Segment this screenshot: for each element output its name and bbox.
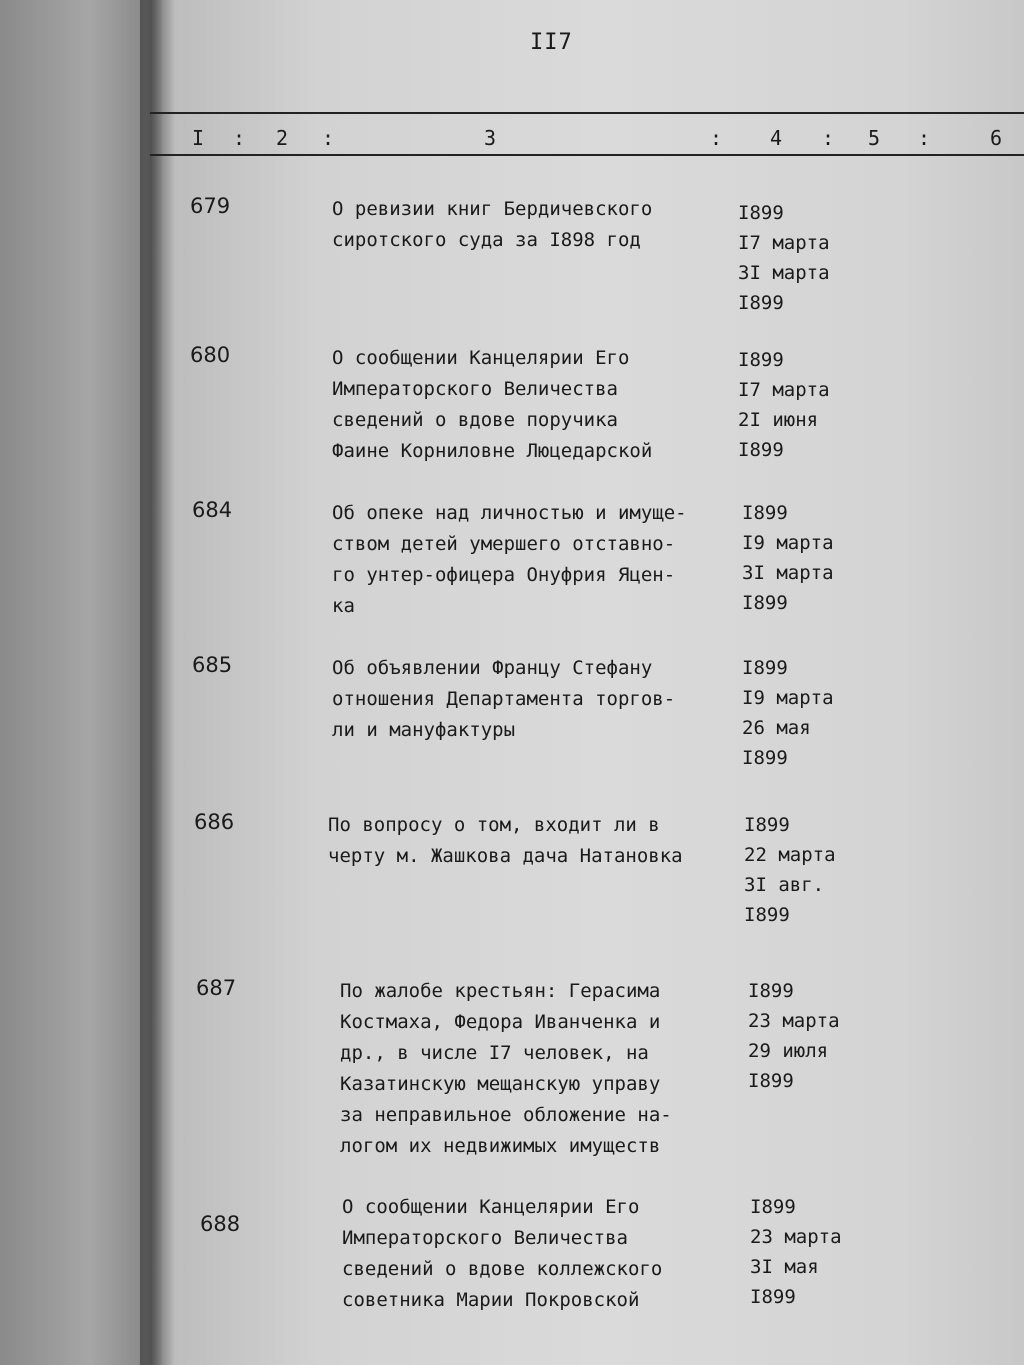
- column-header-5: 5: [868, 126, 881, 150]
- entry-date-line: 2I июня: [738, 409, 819, 431]
- entry-title-line: отношения Департамента торгов-: [332, 688, 676, 710]
- header-rule-top: [150, 112, 1024, 114]
- column-separator: :: [233, 126, 246, 150]
- entry-title: [342, 1192, 762, 1316]
- entry-number: 688: [200, 1212, 241, 1236]
- entry-dates: [738, 198, 830, 318]
- entry-date-line: I899: [742, 657, 788, 679]
- entry-title-line: го унтер-офицера Онуфрия Яцен-: [332, 564, 676, 586]
- entry-title-line: Об опеке над личностью и имуще-: [332, 502, 687, 524]
- entry-title-line: за неправильное обложение на-: [340, 1104, 672, 1126]
- entry-title-line: др., в числе I7 человек, на: [340, 1042, 649, 1064]
- document-page: [150, 0, 1024, 1365]
- entry-title-line: О сообщении Канцелярии Его: [342, 1196, 640, 1218]
- entry-date-line: 23 марта: [748, 1010, 840, 1032]
- entry-title-line: Императорского Величества: [342, 1227, 628, 1249]
- entry-title-line: Императорского Величества: [332, 378, 618, 400]
- entry-date-line: I899: [742, 747, 788, 769]
- entry-date-line: I899: [738, 292, 784, 314]
- entry-title: [328, 810, 748, 872]
- entry-number: 684: [192, 498, 233, 522]
- column-header-1: I: [192, 126, 205, 150]
- entry-date-line: I899: [748, 980, 794, 1002]
- column-separator: :: [710, 126, 723, 150]
- column-separator: :: [822, 126, 835, 150]
- header-rule-bottom: [150, 154, 1024, 156]
- entry-number: 679: [190, 194, 231, 218]
- entry-dates: [742, 498, 834, 618]
- entry-dates: [750, 1192, 842, 1312]
- entry-title-line: ка: [332, 595, 355, 617]
- entry-number: 680: [190, 343, 231, 367]
- entry-date-line: I899: [748, 1070, 794, 1092]
- entry-number: 687: [196, 976, 237, 1000]
- entry-number: 686: [194, 810, 235, 834]
- entry-dates: [742, 653, 834, 773]
- entry-title: [340, 976, 760, 1162]
- adjacent-page-edge: [0, 0, 150, 1365]
- entry-date-line: I899: [738, 349, 784, 371]
- entry-title-line: черту м. Жашкова дача Натановка: [328, 845, 683, 867]
- entry-date-line: I7 марта: [738, 379, 830, 401]
- entry-date-line: I7 марта: [738, 232, 830, 254]
- column-header-6: 6: [990, 126, 1003, 150]
- entry-title-line: сиротского суда за I898 год: [332, 229, 641, 251]
- entry-date-line: I899: [742, 502, 788, 524]
- entry-dates: [738, 345, 830, 465]
- entry-title-line: По вопросу о том, входит ли в: [328, 814, 660, 836]
- entry-date-line: 3I мая: [750, 1256, 819, 1278]
- entry-title: [332, 343, 752, 467]
- column-separator: :: [918, 126, 931, 150]
- column-header-2: 2: [276, 126, 289, 150]
- column-header-3: 3: [484, 126, 497, 150]
- entry-date-line: I899: [738, 202, 784, 224]
- entry-title-line: О сообщении Канцелярии Его: [332, 347, 630, 369]
- entry-title: [332, 653, 752, 746]
- entry-date-line: I899: [738, 439, 784, 461]
- entry-dates: [744, 810, 836, 930]
- entry-dates: [748, 976, 840, 1096]
- entry-date-line: 23 марта: [750, 1226, 842, 1248]
- entry-title-line: сведений о вдове поручика: [332, 409, 618, 431]
- entry-date-line: I9 марта: [742, 687, 834, 709]
- entry-date-line: I899: [750, 1196, 796, 1218]
- entry-title-line: советника Марии Покровской: [342, 1289, 640, 1311]
- entry-title: [332, 498, 752, 622]
- entry-title: [332, 194, 752, 256]
- column-header-4: 4: [770, 126, 783, 150]
- entry-date-line: 26 мая: [742, 717, 811, 739]
- entry-date-line: I899: [744, 904, 790, 926]
- entry-title-line: По жалобе крестьян: Герасима: [340, 980, 661, 1002]
- page-number: II7: [530, 30, 573, 55]
- entry-title-line: Фаине Корниловне Люцедарской: [332, 440, 653, 462]
- entry-date-line: 3I авг.: [744, 874, 825, 896]
- entry-title-line: логом их недвижимых имуществ: [340, 1135, 661, 1157]
- entry-title-line: сведений о вдове коллежского: [342, 1258, 663, 1280]
- entry-title-line: Казатинскую мещанскую управу: [340, 1073, 661, 1095]
- entry-title-line: Об объявлении Францу Стефану: [332, 657, 653, 679]
- entry-date-line: 3I марта: [742, 562, 834, 584]
- entry-number: 685: [192, 653, 233, 677]
- entry-date-line: 3I марта: [738, 262, 830, 284]
- entry-date-line: I899: [744, 814, 790, 836]
- entry-date-line: 29 июля: [748, 1040, 829, 1062]
- entry-title-line: О ревизии книг Бердичевского: [332, 198, 653, 220]
- entry-date-line: 22 марта: [744, 844, 836, 866]
- entry-date-line: I899: [742, 592, 788, 614]
- entry-date-line: I899: [750, 1286, 796, 1308]
- column-separator: :: [322, 126, 335, 150]
- entry-title-line: Костмаха, Федора Иванченка и: [340, 1011, 661, 1033]
- entry-title-line: ством детей умершего отставно-: [332, 533, 676, 555]
- entry-title-line: ли и мануфактуры: [332, 719, 516, 741]
- entry-date-line: I9 марта: [742, 532, 834, 554]
